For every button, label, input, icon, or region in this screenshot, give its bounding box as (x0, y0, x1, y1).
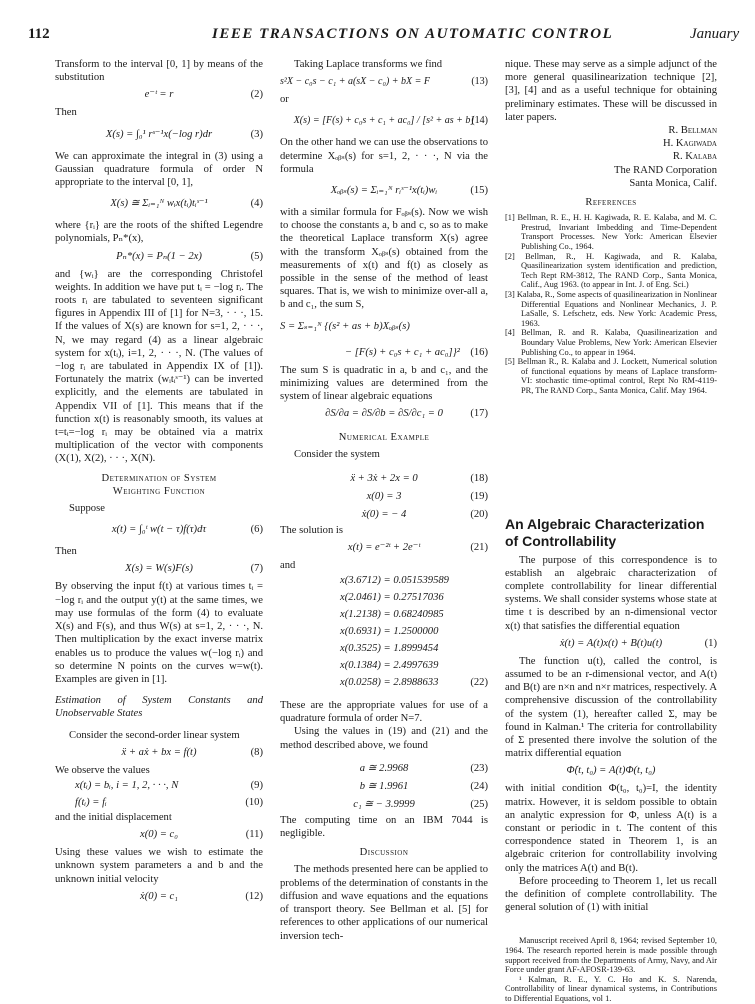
table-row: x(1.2138) = 0.68240985 (340, 609, 444, 621)
paragraph: Consider the second-order linear system (69, 729, 240, 741)
paragraph: The solution is (280, 524, 343, 536)
paragraph: Consider the system (294, 449, 380, 461)
paragraph: We can approximate the integral in (3) using a Gaussian quadrature formula of order N appropriate to the interval [0, 1], (55, 150, 263, 189)
affiliation: The RAND Corporation (614, 164, 717, 176)
equation-1: ẋ(t) = A(t)x(t) + B(t)u(t) (1) (559, 637, 717, 649)
equation-5: Pₙ*(x) = Pₙ(1 − 2x) (5) (116, 250, 263, 262)
paragraph: The purpose of this correspondence is to establish an algebraic characterization of complete controllability for linear differential systems. We shall consider systems whose state at time t is described by an n-dimensional vector x(t) that satisfies the differential equation (505, 554, 717, 632)
subsection-heading: Estimation of System Constants and Unobservable States (55, 695, 263, 720)
equation-21: x(t) = e⁻²ᵗ + 2e⁻ᵗ (21) (347, 541, 488, 553)
equation-12: ẋ(0) = c₁ (12) (140, 890, 263, 902)
equation-15: Xₒᵦₛ(s) = Σᵢ₌₁ᴺ rᵢˢ⁻¹x(tᵢ)wᵢ (15) (330, 185, 488, 197)
solution-values-table (280, 572, 488, 691)
paragraph: The function u(t), called the control, is assumed to be an r-dimensional vector, and A(t) and B(t) are n×n and n×r matrices, respectively. A comprehensive discussion of the controllability of the system (1), hereafter called Σ, may be found in Kalman.¹ The criteria for controllability of Σ presented there involve the solution of the matrix differential equation (505, 655, 717, 760)
equation-17: ∂S/∂a = ∂S/∂b = ∂S/∂c₁ = 0 (17) (325, 408, 488, 420)
section-heading: Numerical Example (338, 432, 430, 444)
column-right (505, 58, 717, 1004)
equation-6: x(t) = ∫₀ᵗ w(t − τ)f(τ)dτ (6) (111, 524, 263, 536)
equation-18: ẍ + 3ẋ + 2x = 0 (18) (350, 472, 488, 484)
column-left (55, 58, 263, 908)
equation-25: c₁ ≅ − 3.9999 (25) (353, 798, 488, 810)
paragraph: Suppose (69, 503, 105, 515)
paragraph: Using the values in (19) and (21) and the method described above, we found (280, 726, 488, 751)
article-title: An Algebraic Characterization of Controllability (505, 515, 705, 549)
paragraph: Before proceeding to Theorem 1, let us recall the definition of complete controllability. The general solution of (1) with initial (505, 875, 717, 914)
paragraph: We observe the values (55, 764, 150, 776)
paragraph: or (280, 94, 289, 106)
table-row: x(3.6712) = 0.051539589 (340, 575, 449, 587)
table-row: x(0.6931) = 1.2500000 (340, 626, 439, 638)
table-row: x(0.3525) = 1.8999454 (340, 643, 439, 655)
affiliation: Santa Monica, Calif. (629, 177, 717, 189)
reference-item: [5] Bellman R., R. Kalaba and J. Lockett, Numerical solution of functional equations by means of Laplace transform-VI: stochastic time-optimal control, Rept No RM-4119-PR, The RAND Corp., Santa Monica, Calif. May 1964. (505, 357, 717, 395)
author: H. Kagiwada (662, 138, 717, 150)
equation-24: b ≅ 1.9961 (24) (359, 780, 488, 792)
paragraph: The computing time on an IBM 7044 is negligible. (280, 814, 488, 840)
references-heading: References (585, 197, 637, 209)
equation-9: x(tᵢ) = bᵢ, i = 1, 2, · · ·, N (9) (75, 779, 263, 791)
table-row: x(2.0461) = 0.27517036 (340, 592, 444, 604)
page-number: 112 (28, 26, 50, 42)
paragraph: Then (55, 107, 77, 119)
column-middle (280, 58, 488, 943)
section-heading: Discussion (359, 847, 409, 859)
equation-10: f(tᵢ) = fᵢ (10) (75, 796, 263, 808)
paragraph: These are the appropriate values for use of a quadrature formula of order N=7. (280, 700, 488, 725)
equation-23: a ≅ 2.9968 (23) (359, 762, 488, 774)
paragraph: Taking Laplace transforms we find (294, 59, 443, 70)
reference-item: [2] Bellman, R., H. Kagiwada, and R. Kalaba, Quasilinearization system identification and prediction, Tech Rept RM-3812, The RAND Corp., Santa Monica, Calif., Aug 1963. (to appear in Int. J. of Eng. Sci.) (505, 251, 717, 290)
paragraph: and the initial displacement (55, 811, 172, 823)
paragraph: nique. These may serve as a simple adjunct of the more general quasilinearization technique [2], [3], [4] and as a useful technique for obtaining preliminary estimates. These will be discussed in later papers. (505, 59, 717, 123)
equation-16a: S = Σₛ₌₁ᴺ {(s² + as + b)Xₒᵦₛ(s) (280, 320, 410, 332)
issue-month: January (690, 26, 740, 42)
equation-3: X(s) = ∫₀¹ rˢ⁻¹x(−log r)dr (3) (105, 128, 263, 140)
table-row: x(0.1384) = 2.4997639 (340, 660, 439, 672)
paragraph: Using these values we wish to estimate the unknown system parameters a and b and the unknown initial velocity (55, 847, 263, 885)
paragraph: Then (55, 546, 77, 558)
paragraph: The methods presented here can be applied to problems of the determination of constants in the diffusion and wave equations and the equations of transport theory. See Bellman et al. [5] for references to other applications of our numerical inversion tech- (280, 864, 489, 942)
equation-19: x(0) = 3 (19) (366, 490, 488, 502)
section-heading: Determination of System Weighting Function (101, 472, 217, 497)
reference-item: [4] Bellman, R. and R. Kalaba, Quasilinearization and Boundary Value Problems, New York: American Elsevier Publishing Co., to appear in 1964. (505, 328, 717, 357)
equation-2: e⁻ᵗ = r (2) (144, 89, 263, 101)
equation-13: s²X − c₀s − c₁ + a(sX − c₀) + bX = F (13) (280, 76, 488, 88)
equation-7: X(s) = W(s)F(s) (7) (125, 563, 263, 575)
table-row: x(0.0258) = 2.8988633 (22) (340, 677, 488, 689)
journal-title: IEEE TRANSACTIONS ON AUTOMATIC CONTROL (212, 26, 614, 42)
paragraph: Transform to the interval [0, 1] by means of the substitution (55, 59, 263, 84)
equation-20: ẋ(0) = − 4 (20) (361, 508, 488, 520)
equation-8: ẍ + aẋ + bx = f(t) (8) (121, 746, 263, 758)
author: R. Bellman (668, 125, 717, 137)
paragraph: The sum S is quadratic in a, b and c₁, and the minimizing values are determined from the system of linear algebraic equations (280, 364, 488, 403)
reference-item: [3] Kalaba, R., Some aspects of quasilinearization in Nonlinear Differential Equations and Nonlinear Mechanics, J. P. LaSalle, S. Lefschetz, eds. New York: Academic Press, 1963. (505, 289, 717, 328)
equation-phi: Φ̇(t, t₀) = A(t)Φ(t, t₀) (566, 765, 656, 777)
equation-4: X(s) ≅ Σᵢ₌₁ᴺ wᵢx(tᵢ)tᵢˢ⁻¹ (4) (110, 198, 263, 210)
footnote-reference: ¹ Kalman, R. E., Y. C. Ho and K. S. Narenda, Controllability of linear dynamical systems, in Contributions to Differential Equations, vol 1. (505, 974, 717, 1003)
paragraph: On the other hand we can use the observations to determine Xₒᵦₛ(s) for s=1, 2, · · ·, N via the formula (280, 137, 488, 175)
paragraph: and {wᵢ} are the corresponding Christofel weights. In addition we have put tᵢ = −log rᵢ. The roots rᵢ are tabulated to seventeen significant figures in Appendix III of [1] for N=3, · · ·, 15. If the values of X(s) are known for s=1, 2, · · ·, N, we may regard (4) as a linear algebraic system for x(tᵢ), i=1, 2, · · ·, N. (The values of −log rᵢ are tabulated in Appendix IX of [1]). Fortunately the matrix (wᵢtᵢˢ⁻¹) can be inverted explicitly, and the elements are tabulated in Appendix VII of [1]. This means that if the function x(t) is reasonably smooth, its values at t=tᵢ=−log rᵢ may be obtained via a matrix multiplication of the vector with components (X(1), X(2), · · ·, X(N). (55, 268, 263, 465)
footnote-manuscript: Manuscript received April 8, 1964; revised September 10, 1964. The research reported herein is made possible through support received from the Departments of Army, Navy, and Air Force under grant AF-AFOSR-139-63. (505, 936, 717, 975)
reference-list (505, 213, 717, 395)
equation-14: X(s) = [F(s) + c₀s + c₁ + ac₀] / [s² + as + b] (14) (293, 115, 488, 127)
author: R. Kalaba (672, 151, 717, 163)
paragraph: with initial condition Φ(t₀, t₀)=I, the identity matrix. However, it is seldom possible to obtain an analytic expression for Φ, unless A(t) is a constant or periodic in t. The content of this correspondence stated in Theorem 1, is an algebraic criterion for controllability involving only the matrices A(t) and B(t). (505, 783, 717, 874)
paragraph: with a similar formula for Fₒᵦₛ(s). Now we wish to choose the constants a, b and c, so as to make the theoretical Laplace transform X(s) agree with the transform Xₒᵦₛ(s) obtained from the measurements of x(t) and f(t) as closely as possible in the sense of the method of least squares. That is, we wish to minimize over-all a, b and c₁, the sum S, (280, 207, 488, 311)
paragraph: and (280, 559, 296, 571)
equation-16b: − [F(s) + c₀s + c₁ + ac₀]}² (16) (344, 346, 488, 358)
paragraph: By observing the input f(t) at various times tᵢ = −log rᵢ and the output y(t) at the same times, we may use formulas of the form (4) to evaluate X(s) and F(s), and thus W(s) at s=1, 2, · · ·, N. Then multiplication by the exact inverse matrix enables us to produce the values w(−log rᵢ) and so determine N points on the curves w=w(t). Examples are given in [1]. (55, 581, 263, 685)
equation-11: x(0) = c₀ (11) (140, 829, 263, 841)
reference-item: [1] Bellman, R. E., H. H. Kagiwada, R. E. Kalaba, and M. C. Prestrud, Invariant Imbedding and Time-Dependent Transport Processes. New York: American Elsevier Publishing Co., 1964. (505, 213, 717, 252)
paragraph: where {rᵢ} are the roots of the shifted Legendre polynomials, Pₙ*(x), (55, 220, 263, 245)
